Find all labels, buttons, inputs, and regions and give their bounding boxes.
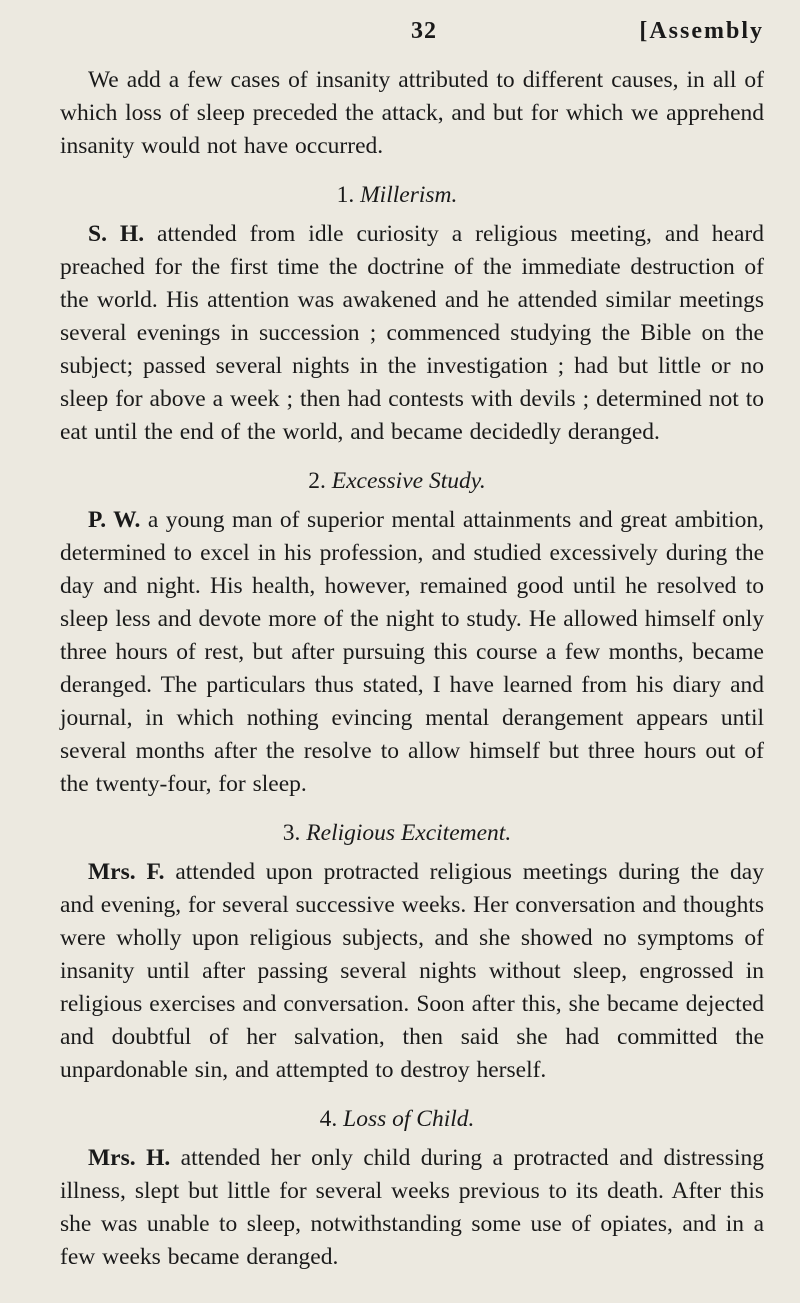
section-heading [60, 1103, 764, 1136]
section-title: Religious Excitement. [306, 820, 512, 846]
case-paragraph [60, 856, 764, 1087]
section-heading [60, 179, 764, 212]
case-initials: P. W. [88, 507, 141, 533]
section-heading [60, 465, 764, 498]
case-paragraph [60, 1142, 764, 1274]
case-paragraph [60, 218, 764, 449]
section-number: 3. [282, 820, 301, 846]
section-title: Loss of Child. [343, 1106, 475, 1132]
case-text: attended upon protracted religious meetings during the day and evening, for several successive weeks. Her conversation and thoughts were wholly upon religious subjects, and she showed no symptoms of insanity until after passing several nights without sleep, engrossed in religious exercises and conversation. Soon after this, she became dejected and doubtful of her salvation, then said she had committed the unpardonable sin, and attempted to destroy herself. [60, 859, 764, 1083]
running-head: [Assembly [639, 18, 764, 44]
case-initials: Mrs. H. [88, 1145, 171, 1171]
case-text: attended from idle curiosity a religious meeting, and heard preached for the first time the doctrine of the immediate destruction of the world. His attention was awakened and he attended similar meetings several evenings in succession ; commenced studying the Bible on the subject; passed several nights in the investigation ; had but little or no sleep for above a week ; then had contests with devils ; determined not to eat until the end of the world, and became decidedly deranged. [60, 221, 764, 445]
case-text: a young man of superior mental attainments and great ambition, determined to excel in his profession, and studied excessively during the day and night. His health, however, remained good until he resolved to sleep less and devote more of the night to study. He allowed himself only three hours of rest, but after pursuing this course a few months, became deranged. The particulars thus stated, I have learned from his diary and journal, in which nothing evincing mental derangement appears until several months after the resolve to allow himself but three hours out of the twenty-four, for sleep. [60, 507, 764, 797]
case-section-3 [60, 817, 764, 1087]
case-section-4 [60, 1103, 764, 1274]
section-title: Excessive Study. [331, 468, 486, 494]
section-title: Millerism. [360, 182, 458, 208]
section-number: 4. [319, 1106, 338, 1132]
section-heading [60, 817, 764, 850]
case-section-1 [60, 179, 764, 449]
case-section-2 [60, 465, 764, 801]
case-paragraph [60, 504, 764, 801]
section-number: 1. [336, 182, 355, 208]
case-initials: Mrs. F. [88, 859, 165, 885]
section-number: 2. [308, 468, 326, 494]
page-header [60, 18, 764, 64]
intro-paragraph: We add a few cases of insanity attributed to different causes, in all of which loss of sleep preceded the attack, and but for which we apprehend insanity would not have occurred. [60, 67, 764, 159]
case-initials: S. H. [88, 221, 145, 247]
case-text: attended her only child during a protracted and distressing illness, slept but little for several weeks previous to its death. After this she was unable to sleep, notwithstanding some use of opiates, and in a few weeks became deranged. [60, 1145, 764, 1270]
page-number: 32 [411, 18, 437, 44]
